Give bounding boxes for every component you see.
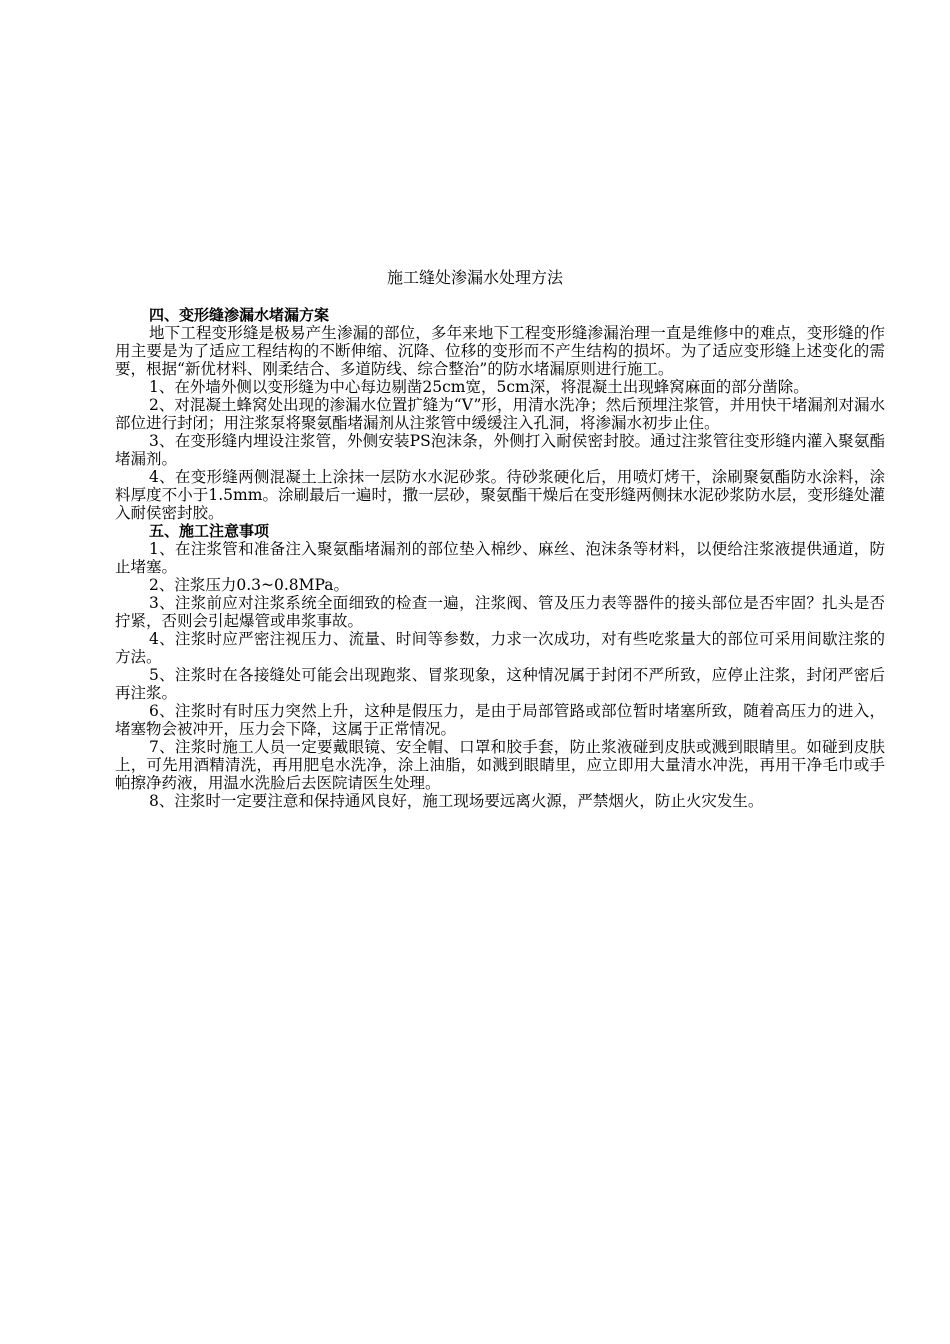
paragraph-note-3: 3、注浆前应对注浆系统全面细致的检查一遍，注浆阀、管及压力表等器件的接头部位是否牢固？扎头是否拧紧，否则会引起爆管或串浆事故。: [115, 594, 885, 630]
paragraph-note-7: 7、注浆时施工人员一定要戴眼镜、安全帽、口罩和胶手套，防止浆液碰到皮肤或溅到眼睛里。如碰到皮肤上，可先用酒精清洗，再用肥皂水洗净，涂上油脂，如溅到眼睛里，应立即用大量清水冲洗，再用干净毛巾或手帕擦净药液，用温水洗脸后去医院请医生处理。: [115, 738, 885, 792]
section-heading-deformation-joint: 四、变形缝渗漏水堵漏方案: [149, 306, 330, 324]
document-title: 施工缝处渗漏水处理方法: [386, 268, 563, 287]
paragraph-note-8: 8、注浆时一定要注意和保持通风良好，施工现场要远离火源，严禁烟火，防止火灾发生。: [149, 792, 764, 810]
paragraph-step-1: 1、在外墙外侧以变形缝为中心每边剔凿25cm宽，5cm深，将混凝土出现蜂窝麻面的部分凿除。: [149, 378, 809, 396]
paragraph-note-6: 6、注浆时有时压力突然上升，这种是假压力，是由于局部管路或部位暂时堵塞所致，随着高压力的进入，堵塞物会被冲开，压力会下降，这属于正常情况。: [115, 702, 885, 738]
paragraph-note-2: 2、注浆压力0.3~0.8MPa。: [149, 576, 349, 594]
paragraph-note-4: 4、注浆时应严密注视压力、流量、时间等参数，力求一次成功，对有些吃浆量大的部位可采用间歇注浆的方法。: [115, 630, 885, 666]
paragraph-step-2: 2、对混凝土蜂窝处出现的渗漏水位置扩缝为“V”形，用清水洗净；然后预埋注浆管，并用快干堵漏剂对漏水部位进行封闭；用注浆泵将聚氨酯堵漏剂从注浆管中缓缓注入孔洞，将渗漏水初步止住。: [115, 396, 885, 432]
paragraph-step-4: 4、在变形缝两侧混凝土上涂抹一层防水水泥砂浆。待砂浆硬化后，用喷灯烤干，涂刷聚氨酯防水涂料，涂料厚度不小于1.5mm。涂刷最后一遍时，撒一层砂，聚氨酯干燥后在变形缝两侧抹水泥砂浆防水层，变形缝处灌入耐侯密封胶。: [115, 468, 885, 522]
document-body: [115, 306, 885, 810]
paragraph-note-1: 1、在注浆管和准备注入聚氨酯堵漏剂的部位垫入棉纱、麻丝、泡沫条等材料，以便给注浆液提供通道，防止堵塞。: [115, 540, 885, 576]
paragraph-note-5: 5、注浆时在各接缝处可能会出现跑浆、冒浆现象，这种情况属于封闭不严所致，应停止注浆，封闭严密后再注浆。: [115, 666, 885, 702]
section-heading-precautions: 五、施工注意事项: [149, 522, 270, 540]
paragraph-step-3: 3、在变形缝内埋设注浆管，外侧安装PS泡沫条，外侧打入耐侯密封胶。通过注浆管往变形缝内灌入聚氨酯堵漏剂。: [115, 432, 885, 468]
paragraph-intro: 地下工程变形缝是极易产生渗漏的部位，多年来地下工程变形缝渗漏治理一直是维修中的难点，变形缝的作用主要是为了适应工程结构的不断伸缩、沉降、位移的变形而不产生结构的损坏。为了适应变形缝上述变化的需要，根据“新优材料、刚柔结合、多道防线、综合整治”的防水堵漏原则进行施工。: [115, 324, 885, 378]
